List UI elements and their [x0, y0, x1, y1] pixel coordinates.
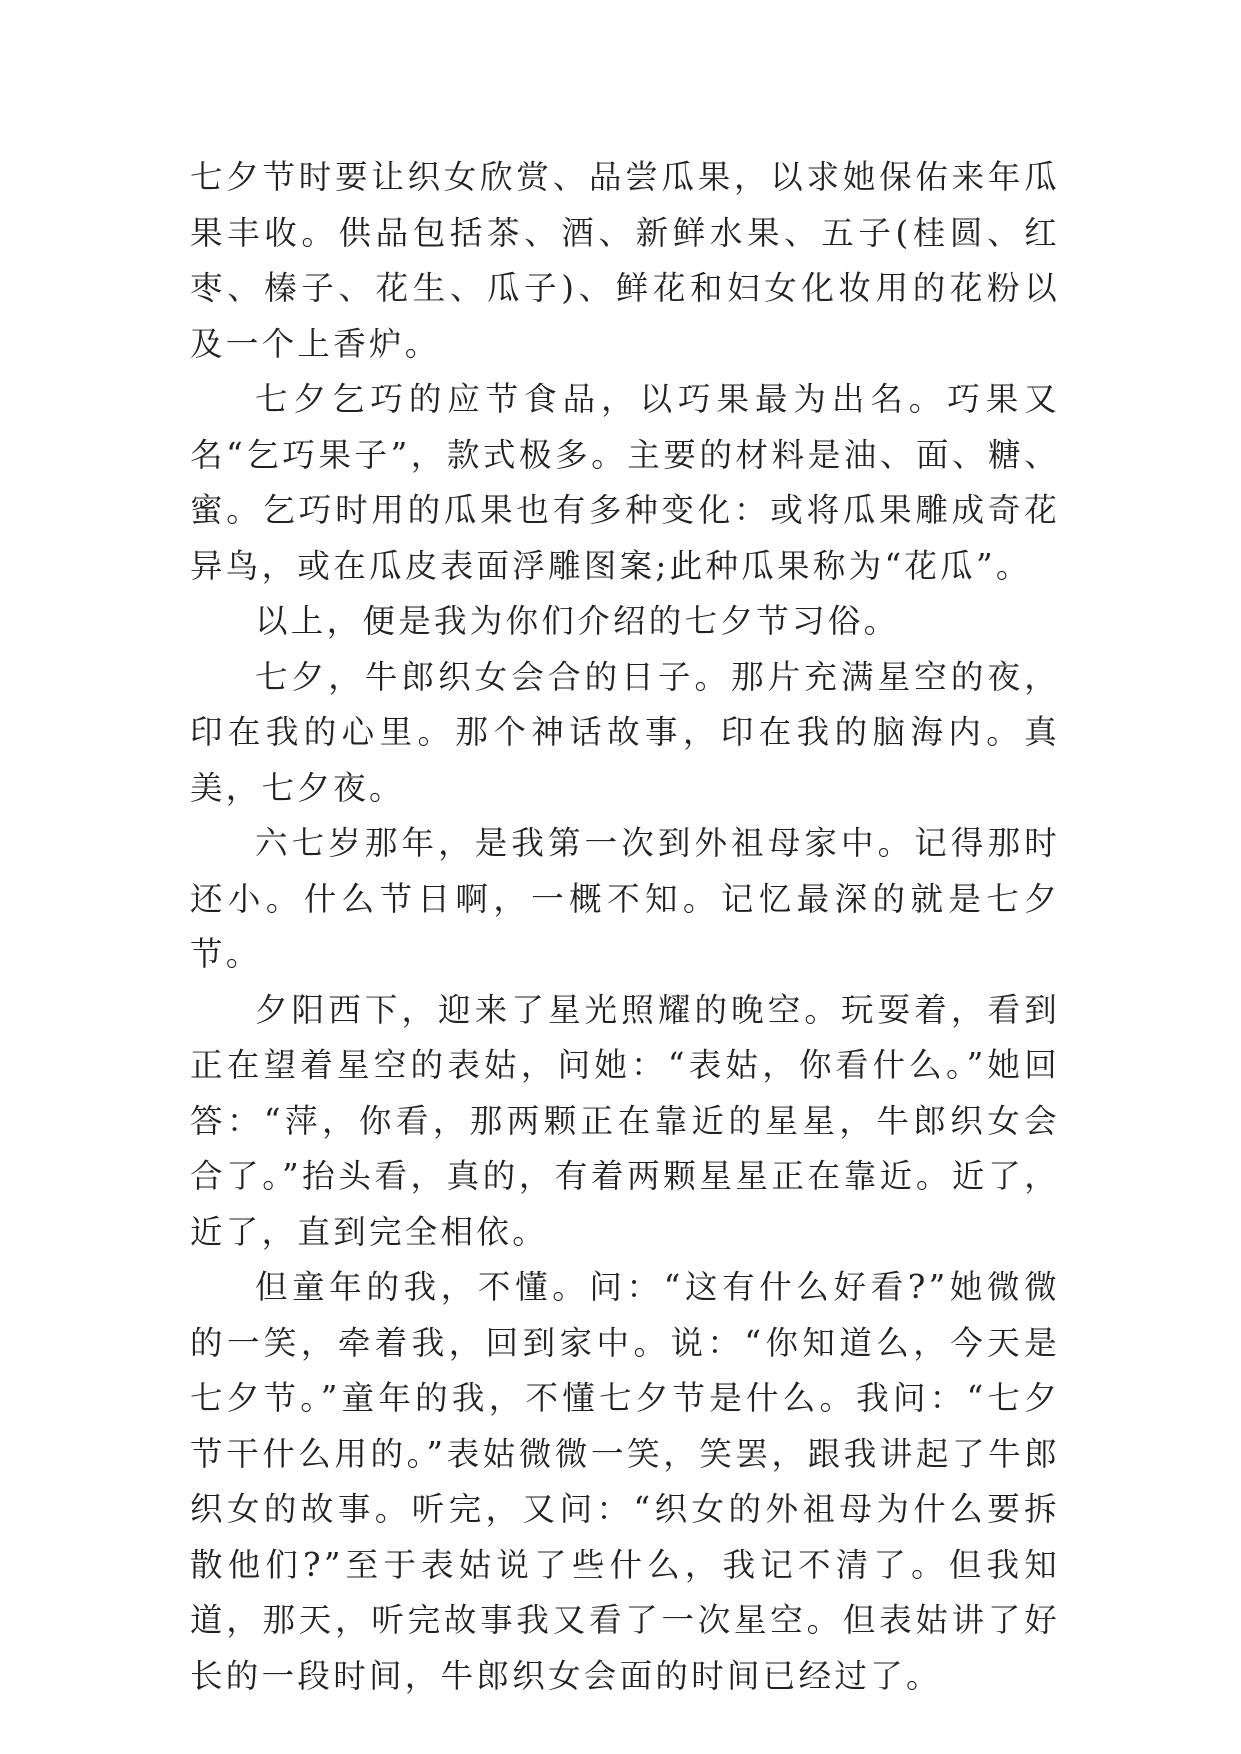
- document-page: [190, 150, 1060, 1704]
- paragraph-childhood: 六七岁那年，是我第一次到外祖母家中。记得那时还小。什么节日啊，一概不知。记忆最深的就是七夕节。: [190, 824, 1060, 973]
- paragraph-qiao-fruit: 七夕乞巧的应节食品，以巧果最为出名。巧果又名“乞巧果子”，款式极多。主要的材料是油、面、糖、蜜。乞巧时用的瓜果也有多种变化：或将瓜果雕成奇花异鸟，或在瓜皮表面浮雕图案;此种瓜果称为“花瓜”。: [190, 380, 1060, 585]
- paragraph-qixi-night: 七夕，牛郎织女会合的日子。那片充满星空的夜，印在我的心里。那个神话故事，印在我的脑海内。真美，七夕夜。: [190, 657, 1060, 807]
- paragraph-offerings: 七夕节时要让织女欣赏、品尝瓜果，以求她保佑来年瓜果丰收。供品包括茶、酒、新鲜水果、五子(桂圆、红枣、榛子、花生、瓜子)、鲜花和妇女化妆用的花粉以及一个上香炉。: [190, 158, 1060, 363]
- paragraph-summary: 以上，便是我为你们介绍的七夕节习俗。: [255, 602, 900, 640]
- paragraph-story: 但童年的我，不懂。问：“这有什么好看?”她微微的一笑，牵着我，回到家中。说：“你知道么，今天是七夕节。”童年的我，不懂七夕节是什么。我问：“七夕节干什么用的。”表姑微微一笑，笑罢，跟我讲起了牛郎织女的故事。听完，又问：“织女的外祖母为什么要拆散他们?”至于表姑说了些什么，我记不清了。但我知道，那天，听完故事我又看了一次星空。但表姑讲了好长的一段时间，牛郎织女会面的时间已经过了。: [190, 1268, 1060, 1695]
- paragraph-starry-sky: 夕阳西下，迎来了星光照耀的晚空。玩耍着，看到正在望着星空的表姑，问她：“表姑，你看什么。”她回答：“萍，你看，那两颗正在靠近的星星，牛郎织女会合了。”抬头看，真的，有着两颗星星正在靠近。近了，近了，直到完全相依。: [190, 990, 1060, 1251]
